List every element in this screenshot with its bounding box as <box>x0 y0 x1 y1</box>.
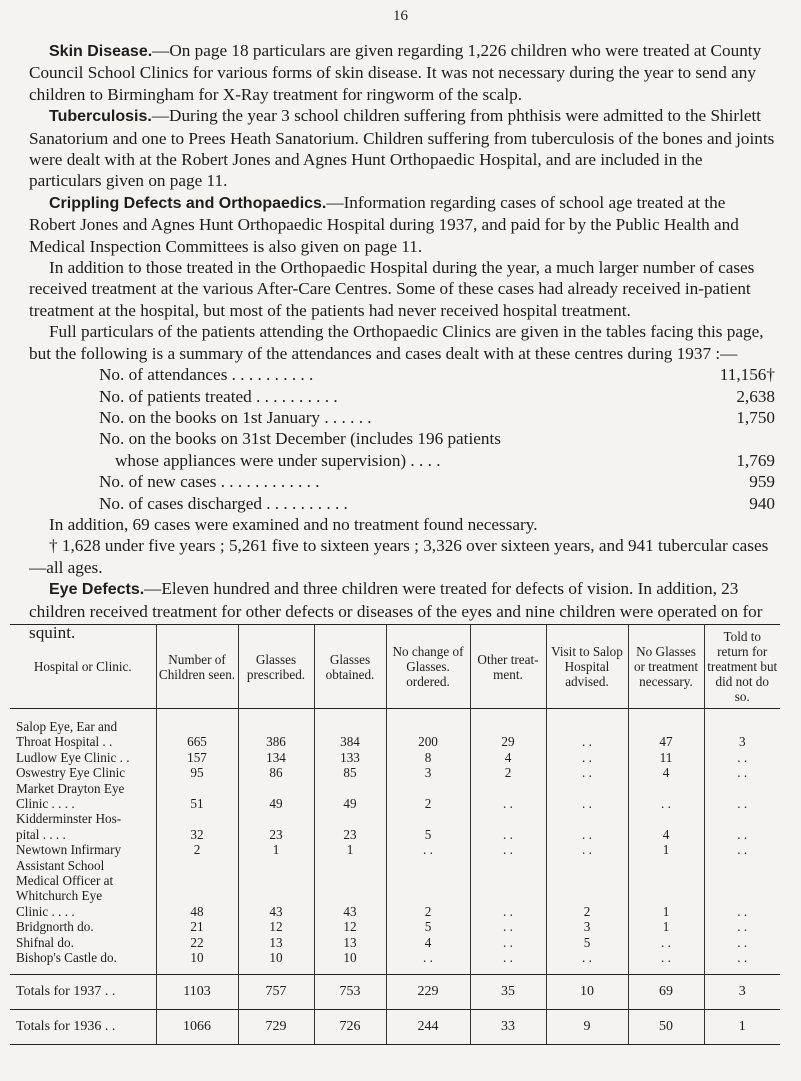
totals-row <box>10 1009 780 1044</box>
table-row <box>10 811 780 842</box>
table-row <box>10 950 780 974</box>
cell-value: 3 <box>704 709 780 750</box>
table-row <box>10 858 780 920</box>
cell-value: 85 <box>314 765 386 780</box>
cell-value: . . <box>470 935 546 950</box>
skin-text: —On page 18 particulars are given regarding 1,226 children who were treated at County Council School Clinics for various forms of skin disease. It was not necessary during the year to send any children to Birmingham for X-Ray treatment for ringworm of the scalp. <box>29 41 762 104</box>
cell-value: 11 <box>628 750 704 765</box>
totals-value: 35 <box>470 974 546 1009</box>
cell-value: 32 <box>156 811 238 842</box>
cell-value: 2 <box>386 858 470 920</box>
crippling-para3: Full particulars of the patients attending the Orthopaedic Clinics are given in the tables facing this page, but the following is a summary of the attendances and cases dealt with at these centres during 1937 :— <box>29 322 764 363</box>
cell-value: 49 <box>314 781 386 812</box>
column-header: Other treatment. <box>470 625 546 709</box>
cell-value: 1 <box>238 842 314 857</box>
row-name-line: Salop Eye, Ear and <box>16 719 118 734</box>
cell-value: 95 <box>156 765 238 780</box>
totals-value: 753 <box>314 974 386 1009</box>
row-name-line: Bishop's Castle do. <box>16 950 117 966</box>
cell-value: 4 <box>470 750 546 765</box>
table-row <box>10 842 780 857</box>
summary-line <box>29 471 775 492</box>
eye-heading: Eye Defects. <box>49 581 145 599</box>
after-summary: In addition, 69 cases were examined and no treatment found necessary. <box>49 514 538 534</box>
cell-value: . . <box>704 950 780 974</box>
cell-value: 10 <box>238 950 314 974</box>
row-name <box>10 750 156 765</box>
totals-label: Totals for 1937 . . <box>10 974 156 1009</box>
cell-value: . . <box>386 950 470 974</box>
row-name-line: Throat Hospital . . <box>16 734 113 750</box>
totals-value: 50 <box>628 1009 704 1044</box>
summary-line <box>29 428 775 449</box>
crippling-para2: In addition to those treated in the Orthopaedic Hospital during the year, a much larger number of cases received treatment at the various After-Care Centres. Some of these cases had already received in-patient treatment at the hospital, but most of the patients had never received hospital treatment. <box>29 258 755 320</box>
row-name-line: Kidderminster Hos- <box>16 811 122 827</box>
cell-value: . . <box>704 842 780 857</box>
cell-value: 2 <box>156 842 238 857</box>
totals-value: 244 <box>386 1009 470 1044</box>
cell-value: . . <box>470 950 546 974</box>
summary-label: whose appliances were under supervision) . . . . <box>115 450 441 470</box>
cell-value: . . <box>546 750 628 765</box>
cell-value: . . <box>628 781 704 812</box>
cell-value: 43 <box>314 858 386 920</box>
row-name <box>10 709 156 750</box>
cell-value: 4 <box>628 811 704 842</box>
cell-value: 48 <box>156 858 238 920</box>
cell-value: 10 <box>156 950 238 974</box>
crippling-paragraph <box>29 192 775 257</box>
totals-value: 10 <box>546 974 628 1009</box>
totals-value: 3 <box>704 974 780 1009</box>
summary-label: No. of cases discharged . . . . . . . . . . <box>99 493 348 513</box>
summary-value: 959 <box>749 472 775 492</box>
summary-value: 940 <box>749 493 775 513</box>
cell-value: 47 <box>628 709 704 750</box>
totals-value: 1103 <box>156 974 238 1009</box>
row-name <box>10 858 156 920</box>
row-name <box>10 811 156 842</box>
cell-value: . . <box>546 709 628 750</box>
cell-value: 12 <box>314 919 386 934</box>
footnote: † 1,628 under five years ; 5,261 five to sixteen years ; 3,326 over sixteen years, and 941 tubercular cases—all ages. <box>29 536 769 577</box>
cell-value: . . <box>470 919 546 934</box>
column-header: Glasses prescribed. <box>238 625 314 709</box>
totals-value: 729 <box>238 1009 314 1044</box>
eye-defects-table <box>10 624 780 1045</box>
summary-value: 1,769 <box>736 450 775 470</box>
cell-value: . . <box>546 950 628 974</box>
summary-label: No. on the books on 1st January . . . . . . <box>99 407 372 427</box>
cell-value: . . <box>546 765 628 780</box>
row-name <box>10 765 156 780</box>
cell-value: 1 <box>628 919 704 934</box>
cell-value: . . <box>386 842 470 857</box>
row-name <box>10 919 156 934</box>
column-header: Hospital or Clinic. <box>33 659 132 674</box>
tb-heading: Tuberculosis. <box>49 108 152 126</box>
cell-value: . . <box>470 858 546 920</box>
summary-label: No. of patients treated . . . . . . . . . . <box>99 386 338 406</box>
totals-value: 726 <box>314 1009 386 1044</box>
row-name-line: Oswestry Eye Clinic <box>16 765 126 781</box>
cell-value: . . <box>704 919 780 934</box>
row-name-line: Shifnal do. <box>16 934 74 950</box>
cell-value: 86 <box>238 765 314 780</box>
totals-value: 9 <box>546 1009 628 1044</box>
cell-value: 8 <box>386 750 470 765</box>
row-name-line: pital . . . . <box>16 826 66 842</box>
table-row <box>10 709 780 750</box>
cell-value: 1 <box>628 842 704 857</box>
row-name <box>10 935 156 950</box>
totals-row <box>10 974 780 1009</box>
tb-text: —During the year 3 school children suffering from phthisis were admitted to the Shirlett Sanatorium and one to Prees Heath Sanatorium. Children suffering from tuberculosis of the bones and joints were dealt with at the Robert Jones and Agnes Hunt Orthopaedic Hospital, and are included in the particulars given on page 11. <box>29 106 775 191</box>
column-header: Visit to Salop Hospital advised. <box>546 625 628 709</box>
summary-value <box>659 428 775 449</box>
summary-line <box>29 386 775 407</box>
summary-line <box>29 493 775 514</box>
table-header-row <box>10 625 780 709</box>
cell-value: . . <box>470 811 546 842</box>
cell-value: 134 <box>238 750 314 765</box>
table-totals <box>10 974 780 1044</box>
column-header: Told to return for treatment but did not do so. <box>704 625 780 709</box>
cell-value: 665 <box>156 709 238 750</box>
cell-value: 3 <box>546 919 628 934</box>
cell-value: 133 <box>314 750 386 765</box>
cell-value: 384 <box>314 709 386 750</box>
column-header: Glasses obtained. <box>314 625 386 709</box>
cell-value: 2 <box>386 781 470 812</box>
table-row <box>10 781 780 812</box>
cell-value: 4 <box>628 765 704 780</box>
cell-value: . . <box>628 935 704 950</box>
row-name <box>10 781 156 812</box>
cell-value: . . <box>704 765 780 780</box>
table-row <box>10 935 780 950</box>
cell-value: 5 <box>386 811 470 842</box>
table-body <box>10 709 780 975</box>
row-name-line: Assistant School <box>16 857 105 873</box>
body-text <box>29 40 775 643</box>
summary-line <box>29 450 775 471</box>
row-name-line: Medical Officer at <box>16 873 114 889</box>
cell-value: 21 <box>156 919 238 934</box>
table-row <box>10 919 780 934</box>
cell-value: 22 <box>156 935 238 950</box>
cell-value: 3 <box>386 765 470 780</box>
skin-heading: Skin Disease. <box>49 43 153 60</box>
row-name-line: Clinic . . . . <box>16 903 75 919</box>
totals-value: 757 <box>238 974 314 1009</box>
cell-value: . . <box>704 858 780 920</box>
row-name-line: Bridgnorth do. <box>16 919 94 935</box>
cell-value: 23 <box>314 811 386 842</box>
cell-value: 200 <box>386 709 470 750</box>
totals-value: 69 <box>628 974 704 1009</box>
cell-value: 43 <box>238 858 314 920</box>
row-name-line: Ludlow Eye Clinic . . <box>16 749 130 765</box>
cell-value: . . <box>628 950 704 974</box>
row-name-line: Newtown Infirmary <box>16 842 122 858</box>
cell-value: . . <box>704 750 780 765</box>
row-name-line: Whitchurch Eye <box>16 888 103 904</box>
cell-value: 49 <box>238 781 314 812</box>
crippling-heading: Crippling Defects and Orthopaedics. <box>49 194 327 212</box>
cell-value: . . <box>470 842 546 857</box>
cell-value: 1 <box>628 858 704 920</box>
summary-label: No. on the books on 31st December (includes 196 patients <box>99 429 501 449</box>
cell-value: . . <box>470 781 546 812</box>
summary-label: No. of new cases . . . . . . . . . . . . <box>99 472 320 492</box>
summary-value: 2,638 <box>736 386 775 406</box>
crippling-text: —Information regarding cases of school age treated at the Robert Jones and Agnes Hunt Orthopaedic Hospital during 1937, and paid for by the Public Health and Medical Inspection Committees is also given on page 11. <box>29 192 739 256</box>
attendance-summary <box>29 364 775 514</box>
cell-value: 5 <box>386 919 470 934</box>
cell-value: . . <box>704 781 780 812</box>
cell-value: 5 <box>546 935 628 950</box>
skin-paragraph <box>29 40 775 105</box>
cell-value: . . <box>704 811 780 842</box>
cell-value: 4 <box>386 935 470 950</box>
cell-value: 10 <box>314 950 386 974</box>
summary-value: 1,750 <box>736 407 775 427</box>
cell-value: . . <box>704 935 780 950</box>
cell-value: 2 <box>470 765 546 780</box>
summary-line <box>29 407 775 428</box>
eye-text: —Eleven hundred and three children were treated for defects of vision. In addition, 23 children received treatment for other defects or diseases of the eyes and nine children were operated on for squint. <box>29 579 763 642</box>
summary-label: No. of attendances . . . . . . . . . . <box>99 365 314 385</box>
totals-label: Totals for 1936 . . <box>10 1009 156 1044</box>
cell-value: 12 <box>238 919 314 934</box>
cell-value: . . <box>546 842 628 857</box>
column-header: No change of Glasses. ordered. <box>386 625 470 709</box>
cell-value: . . <box>546 811 628 842</box>
table-row <box>10 750 780 765</box>
row-name-line: Market Drayton Eye <box>16 780 125 796</box>
summary-value: 11,156† <box>719 365 775 385</box>
cell-value: 157 <box>156 750 238 765</box>
cell-value: 51 <box>156 781 238 812</box>
row-name <box>10 950 156 974</box>
cell-value: 1 <box>314 842 386 857</box>
eye-defects-table-wrap <box>10 624 780 1045</box>
tb-paragraph <box>29 105 775 192</box>
cell-value: 13 <box>238 935 314 950</box>
row-name-line: Clinic . . . . <box>16 796 75 812</box>
totals-value: 229 <box>386 974 470 1009</box>
cell-value: 23 <box>238 811 314 842</box>
cell-value: 13 <box>314 935 386 950</box>
cell-value: 2 <box>546 858 628 920</box>
cell-value: . . <box>546 781 628 812</box>
cell-value: 29 <box>470 709 546 750</box>
column-header: Number of Children seen. <box>156 625 238 709</box>
totals-value: 33 <box>470 1009 546 1044</box>
totals-value: 1 <box>704 1009 780 1044</box>
summary-line <box>29 364 775 385</box>
page-number: 16 <box>393 8 408 24</box>
table-row <box>10 765 780 780</box>
column-header: No Glasses or treatment necessary. <box>628 625 704 709</box>
totals-value: 1066 <box>156 1009 238 1044</box>
row-name <box>10 842 156 857</box>
cell-value: 386 <box>238 709 314 750</box>
